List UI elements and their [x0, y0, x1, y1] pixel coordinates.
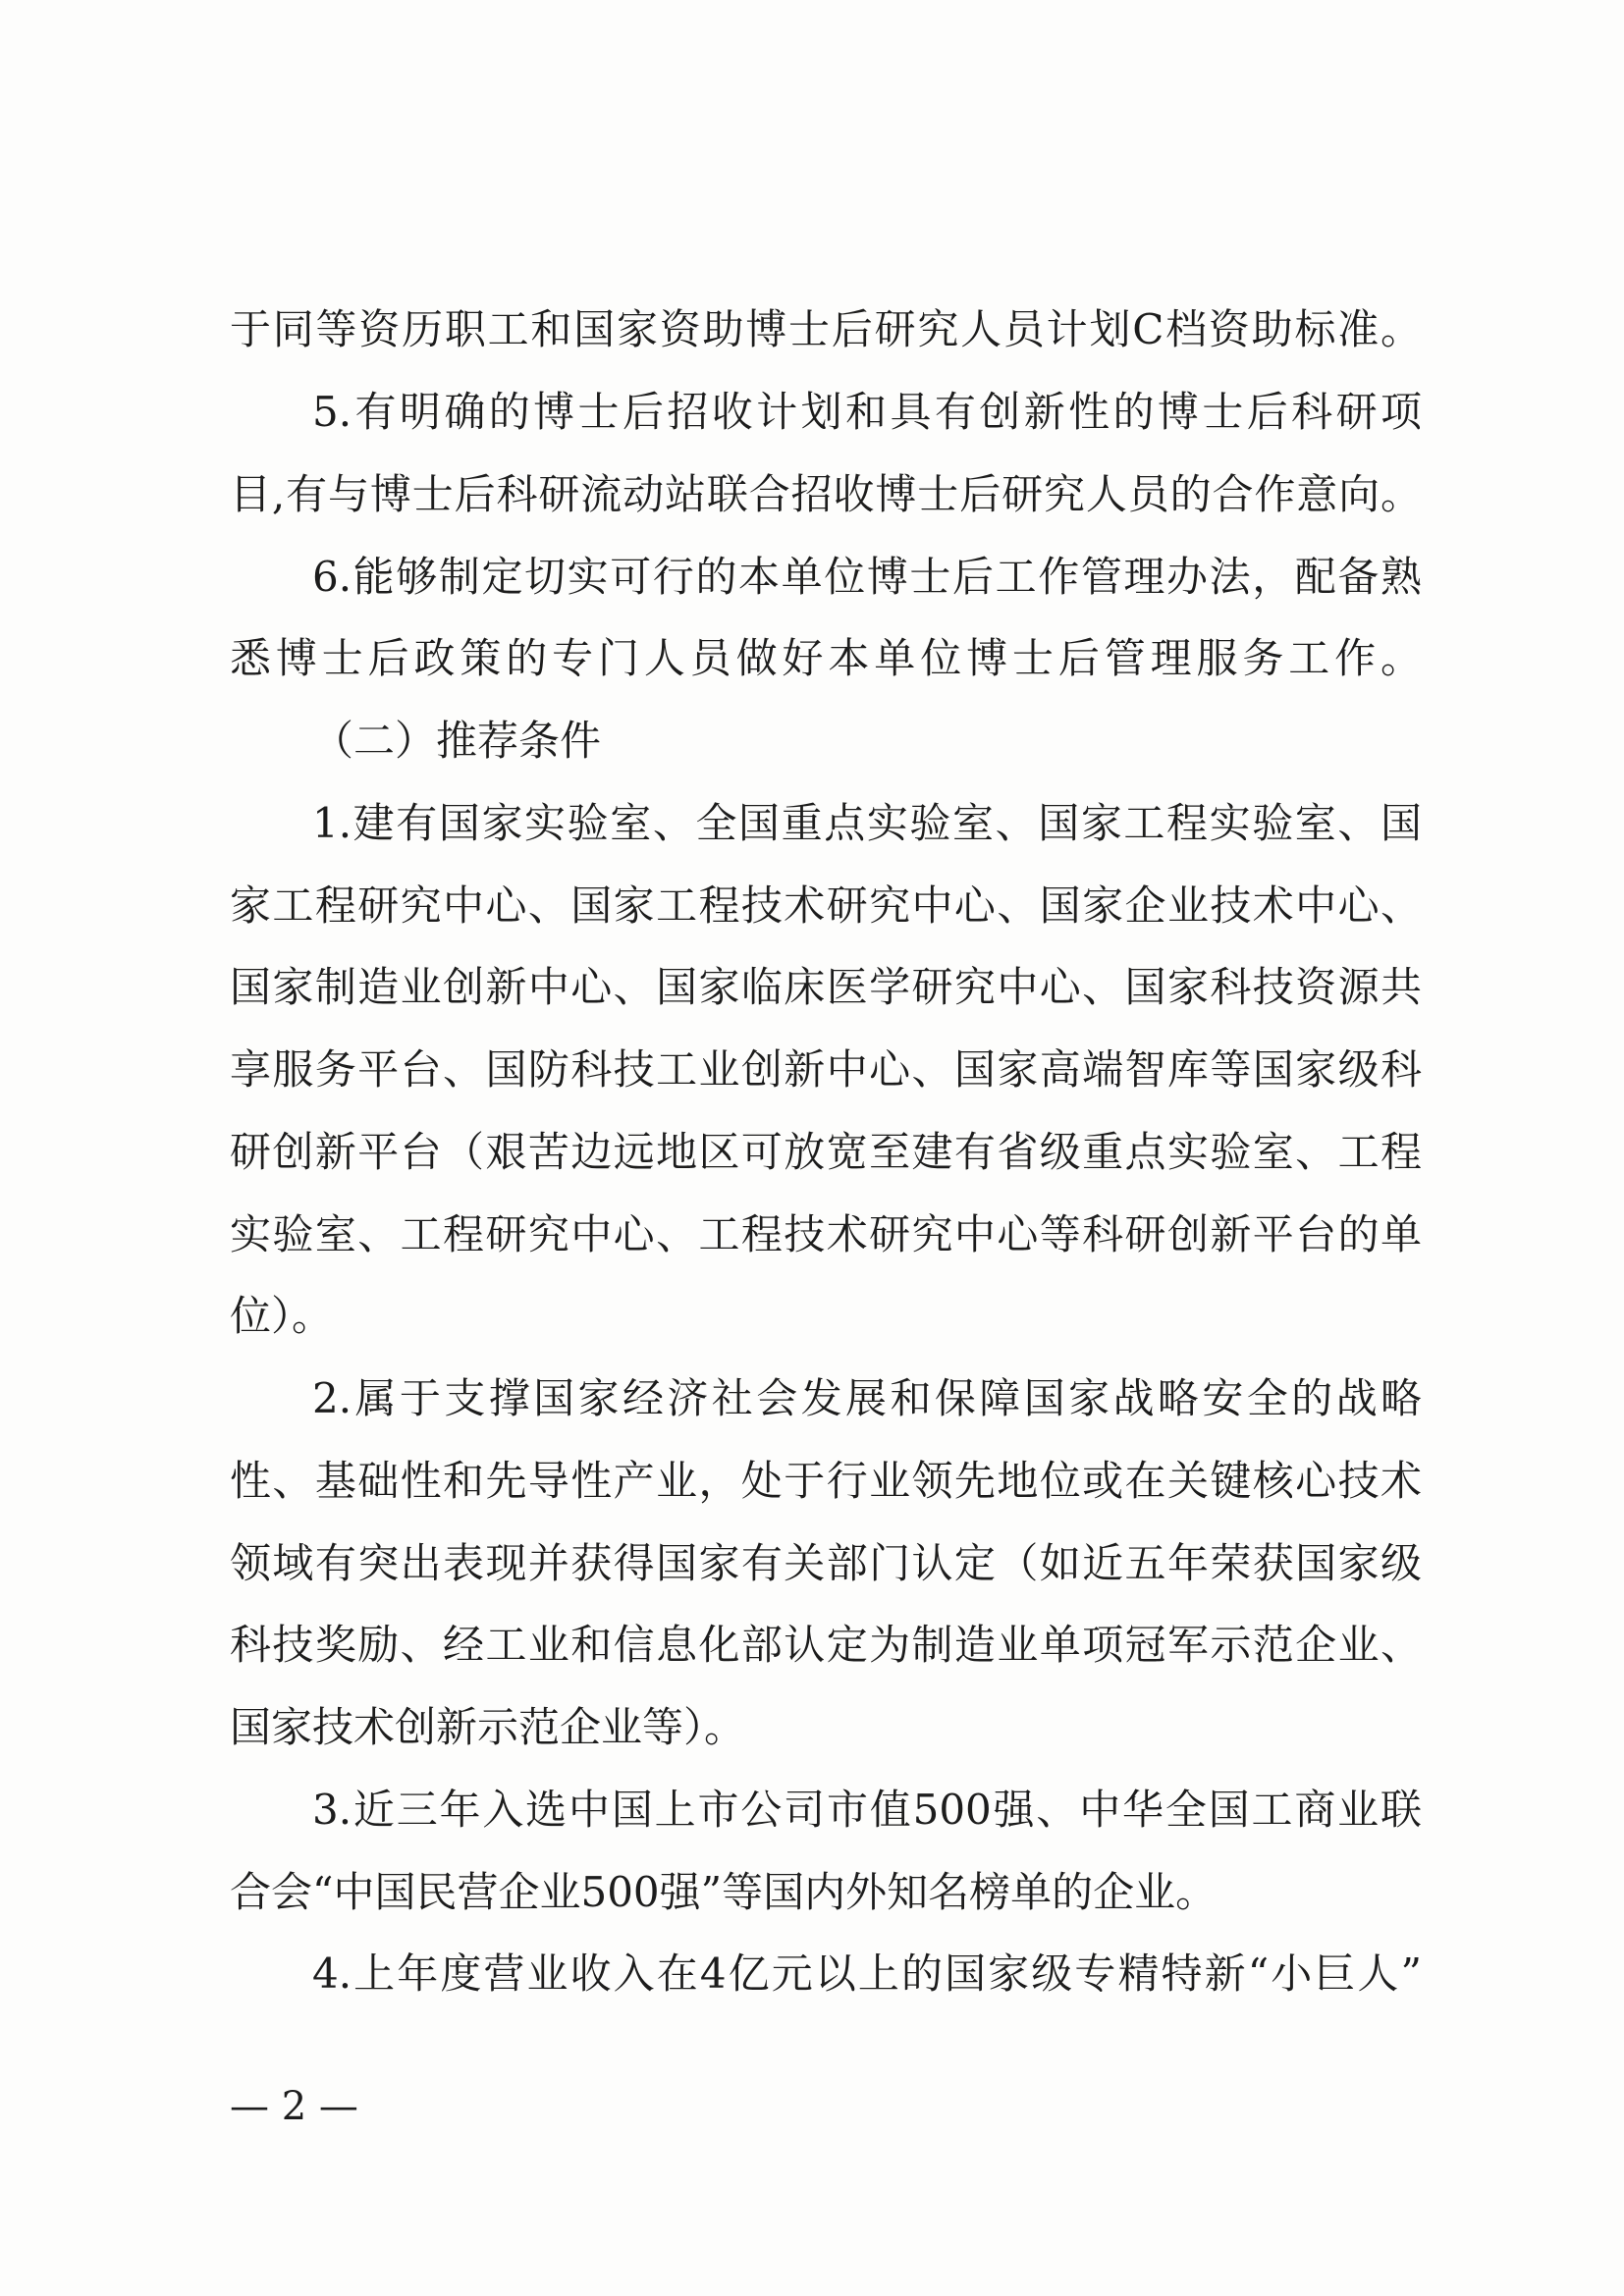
text-line: 科技奖励、经工业和信息化部认定为制造业单项冠军示范企业、: [230, 1621, 1422, 1669]
text-line: 6.能够制定切实可行的本单位博士后工作管理办法，配备熟: [312, 553, 1422, 601]
text-line: 目,有与博士后科研流动站联合招收博士后研究人员的合作意向。: [230, 470, 1422, 518]
text-line: 实验室、工程研究中心、工程技术研究中心等科研创新平台的单: [230, 1210, 1422, 1258]
text-line: 于同等资历职工和国家资助博士后研究人员计划C档资助标准。: [230, 305, 1422, 353]
text-line: 位）。: [230, 1292, 334, 1340]
text-line: 研创新平台（艰苦边远地区可放宽至建有省级重点实验室、工程: [230, 1128, 1422, 1176]
text-line: 性、基础性和先导性产业，处于行业领先地位或在关键核心技术: [230, 1457, 1422, 1505]
text-line: 合会“中国民营企业500强”等国内外知名榜单的企业。: [230, 1868, 1218, 1916]
text-line: 享服务平台、国防科技工业创新中心、国家高端智库等国家级科: [230, 1045, 1422, 1094]
text-line: 2.属于支撑国家经济社会发展和保障国家战略安全的战略: [312, 1374, 1422, 1422]
text-line: 1.建有国家实验室、全国重点实验室、国家工程实验室、国: [312, 799, 1422, 847]
text-line: 3.近三年入选中国上市公司市值500强、中华全国工商业联: [312, 1786, 1422, 1834]
text-line: 领域有突出表现并获得国家有关部门认定（如近五年荣获国家级: [230, 1539, 1422, 1587]
text-line: 悉博士后政策的专门人员做好本单位博士后管理服务工作。: [230, 634, 1422, 682]
text-line: 4.上年度营业收入在4亿元以上的国家级专精特新“小巨人”: [312, 1949, 1422, 1998]
text-line: 5.有明确的博士后招收计划和具有创新性的博士后科研项: [312, 388, 1422, 436]
section-heading: （二）推荐条件: [312, 717, 602, 765]
text-line: 家工程研究中心、国家工程技术研究中心、国家企业技术中心、: [230, 881, 1422, 930]
text-line: 国家制造业创新中心、国家临床医学研究中心、国家科技资源共: [230, 963, 1422, 1011]
page-number: — 2 —: [230, 2084, 358, 2129]
text-line: 国家技术创新示范企业等）。: [230, 1703, 746, 1751]
